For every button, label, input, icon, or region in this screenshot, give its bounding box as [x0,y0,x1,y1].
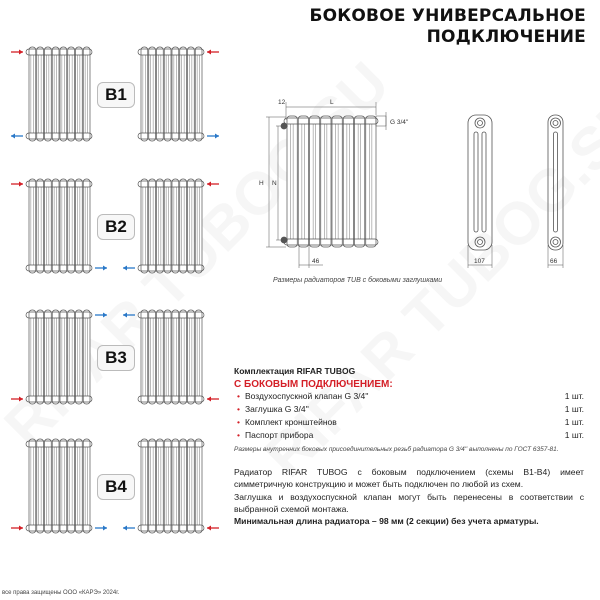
dim-n: N [272,180,277,187]
dim-12: 12 [278,99,286,106]
radiator-icon [138,439,204,533]
title-line-2: ПОДКЛЮЧЕНИЕ [426,27,586,47]
description [234,466,584,527]
kit-item-name: Заглушка G 3/4'' [244,404,309,414]
flow-arrow-icon [95,266,107,271]
bullet-icon: • [237,391,240,401]
flow-arrow-icon [11,182,23,187]
radiator-icon [26,179,92,273]
scheme-b1 [0,46,240,146]
scheme-b4 [0,438,240,538]
radiator-icon [26,439,92,533]
scheme-label: B4 [97,474,135,500]
kit-item-qty: 1 шт. [564,417,584,427]
dim-46: 46 [312,258,320,265]
kit-item [234,390,584,403]
dim-h: H [259,180,264,187]
dim-thread: G 3/4'' [390,119,409,126]
radiator-icon [138,310,204,404]
side-view-66 [548,115,563,250]
front-view [281,116,378,247]
bullet-icon: • [237,417,240,427]
radiator-dimension-svg [250,90,600,290]
flow-arrow-icon [123,526,135,531]
flow-arrow-icon [95,526,107,531]
description-p3: Минимальная длина радиатора – 98 мм (2 секции) без учета арматуры. [234,516,539,527]
scheme-b2 [0,178,240,278]
dimension-drawing [250,90,600,290]
radiator-icon [26,310,92,404]
kit-subtitle: С БОКОВЫМ ПОДКЛЮЧЕНИЕМ: [234,379,393,390]
kit-item-qty: 1 шт. [564,404,584,414]
description-p1: Радиатор RIFAR TUBOG с боковым подключением (схемы B1-B4) имеет симметричную конструкцию и может быть подключен по любой из схем. [234,467,584,490]
flow-arrow-icon [11,50,23,55]
flow-arrow-icon [123,313,135,318]
scheme-label: B1 [97,82,135,108]
kit-item-name: Паспорт прибора [244,430,314,440]
kit-note: Размеры внутренних боковых присоединительных резьб радиатора G 3/4'' выполнены по ГОСТ 6357-81. [234,446,559,453]
radiator-icon [138,47,204,141]
scheme-b3 [0,309,240,409]
copyright: все права защищены ООО «КАРЭ» 2024г. [2,590,120,596]
kit-item-name: Комплект кронштейнов [244,417,337,427]
scheme-label: B3 [97,345,135,371]
dim-66: 66 [550,258,558,265]
kit-title: Комплектация RIFAR TUBOG [234,366,356,376]
radiator-front-icon [284,116,378,247]
kit-item-qty: 1 шт. [564,391,584,401]
flow-arrow-icon [123,266,135,271]
flow-arrow-icon [207,134,219,139]
kit-section [234,366,584,453]
kit-item [234,429,584,442]
radiator-icon [138,179,204,273]
kit-item-name: Воздухоспускной клапан G 3/4'' [244,391,369,401]
bullet-icon: • [237,404,240,414]
bullet-icon: • [237,430,240,440]
kit-item [234,403,584,416]
flow-arrow-icon [207,397,219,402]
flow-arrow-icon [207,526,219,531]
flow-arrow-icon [207,182,219,187]
drawing-caption: Размеры радиаторов TUB с боковыми заглушками [273,277,443,284]
page-title [310,6,587,48]
dim-107: 107 [474,258,485,265]
flow-arrow-icon [207,50,219,55]
scheme-label: B2 [97,214,135,240]
flow-arrow-icon [11,526,23,531]
kit-item-qty: 1 шт. [564,430,584,440]
description-p2: Заглушка и воздухоспускной клапан могут быть перенесены в соответствии с выбранной схемой монтажа. [234,491,584,514]
side-view-107 [468,115,492,250]
kit-list [234,390,584,442]
flow-arrow-icon [11,397,23,402]
dim-l: L [330,99,334,106]
title-line-1: БОКОВОЕ УНИВЕРСАЛЬНОЕ [309,6,586,26]
flow-arrow-icon [11,134,23,139]
kit-item [234,416,584,429]
flow-arrow-icon [95,313,107,318]
radiator-icon [26,47,92,141]
